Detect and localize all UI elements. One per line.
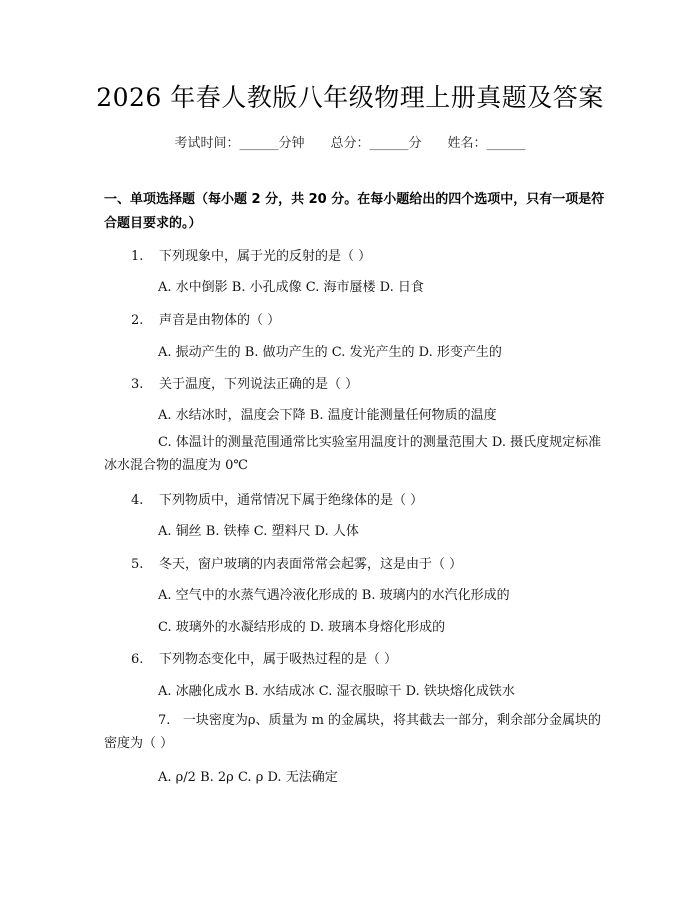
question-number: 6.	[131, 652, 144, 667]
question-number: 3.	[131, 377, 144, 392]
student-name: 姓名：______	[447, 136, 526, 151]
question-6	[131, 648, 397, 667]
exam-meta	[0, 132, 700, 151]
question-5-options-ab: A. 空气中的水蒸气遇冷液化形成的 B. 玻璃内的水汽化形成的	[158, 588, 510, 603]
question-number: 2.	[131, 313, 144, 328]
question-stem: 声音是由物体的（ ）	[159, 313, 281, 328]
question-stem: 下列现象中，属于光的反射的是（ ）	[159, 249, 372, 264]
question-2-options: A. 振动产生的 B. 做功产生的 C. 发光产生的 D. 形变产生的	[158, 345, 502, 360]
question-stem: 关于温度，下列说法正确的是（ ）	[159, 377, 359, 392]
question-6-options: A. 冰融化成水 B. 水结成冰 C. 湿衣服晾干 D. 铁块熔化成铁水	[158, 684, 515, 699]
question-4	[131, 489, 423, 508]
exam-time: 考试时间：______分钟	[174, 136, 305, 151]
question-1-options: A. 水中倒影 B. 小孔成像 C. 海市蜃楼 D. 日食	[158, 280, 424, 295]
question-stem: 下列物质中，通常情况下属于绝缘体的是（ ）	[159, 493, 424, 508]
total-score: 总分：______分	[330, 136, 422, 151]
question-7	[104, 709, 604, 755]
question-4-options: A. 铜丝 B. 铁棒 C. 塑料尺 D. 人体	[158, 524, 359, 539]
question-stem: 冬天，窗户玻璃的内表面常常会起雾，这是由于（ ）	[159, 557, 463, 572]
question-number: 5.	[131, 557, 144, 572]
question-5-options-cd: C. 玻璃外的水凝结形成的 D. 玻璃本身熔化形成的	[158, 620, 446, 635]
question-3	[131, 373, 358, 392]
page-title: 2026 年春人教版八年级物理上册真题及答案	[96, 83, 604, 112]
question-number: 4.	[131, 493, 144, 508]
question-stem: 下列物态变化中，属于吸热过程的是（ ）	[159, 652, 398, 667]
question-number: 7.	[158, 713, 171, 728]
question-stem: 一块密度为ρ、质量为 m 的金属块，将其截去一部分，剩余部分金属块的密度为（ ）	[104, 713, 602, 751]
question-number: 1.	[131, 249, 144, 264]
question-5	[131, 553, 462, 572]
section-heading: 一、单项选择题（每小题 2 分，共 20 分。在每小题给出的四个选项中，只有一项是符合题目要求的。）	[104, 192, 605, 231]
question-3-options-ab: A. 水结冰时，温度会下降 B. 温度计能测量任何物质的温度	[158, 408, 497, 423]
question-1	[131, 245, 371, 264]
question-7-options: A. ρ/2 B. 2ρ C. ρ D. 无法确定	[158, 770, 338, 785]
question-2	[131, 309, 280, 328]
question-3-options-cd: C. 体温计的测量范围通常比实验室用温度计的测量范围大 D. 摄氏度规定标准冰水混合物的温度为 0℃	[104, 435, 602, 473]
